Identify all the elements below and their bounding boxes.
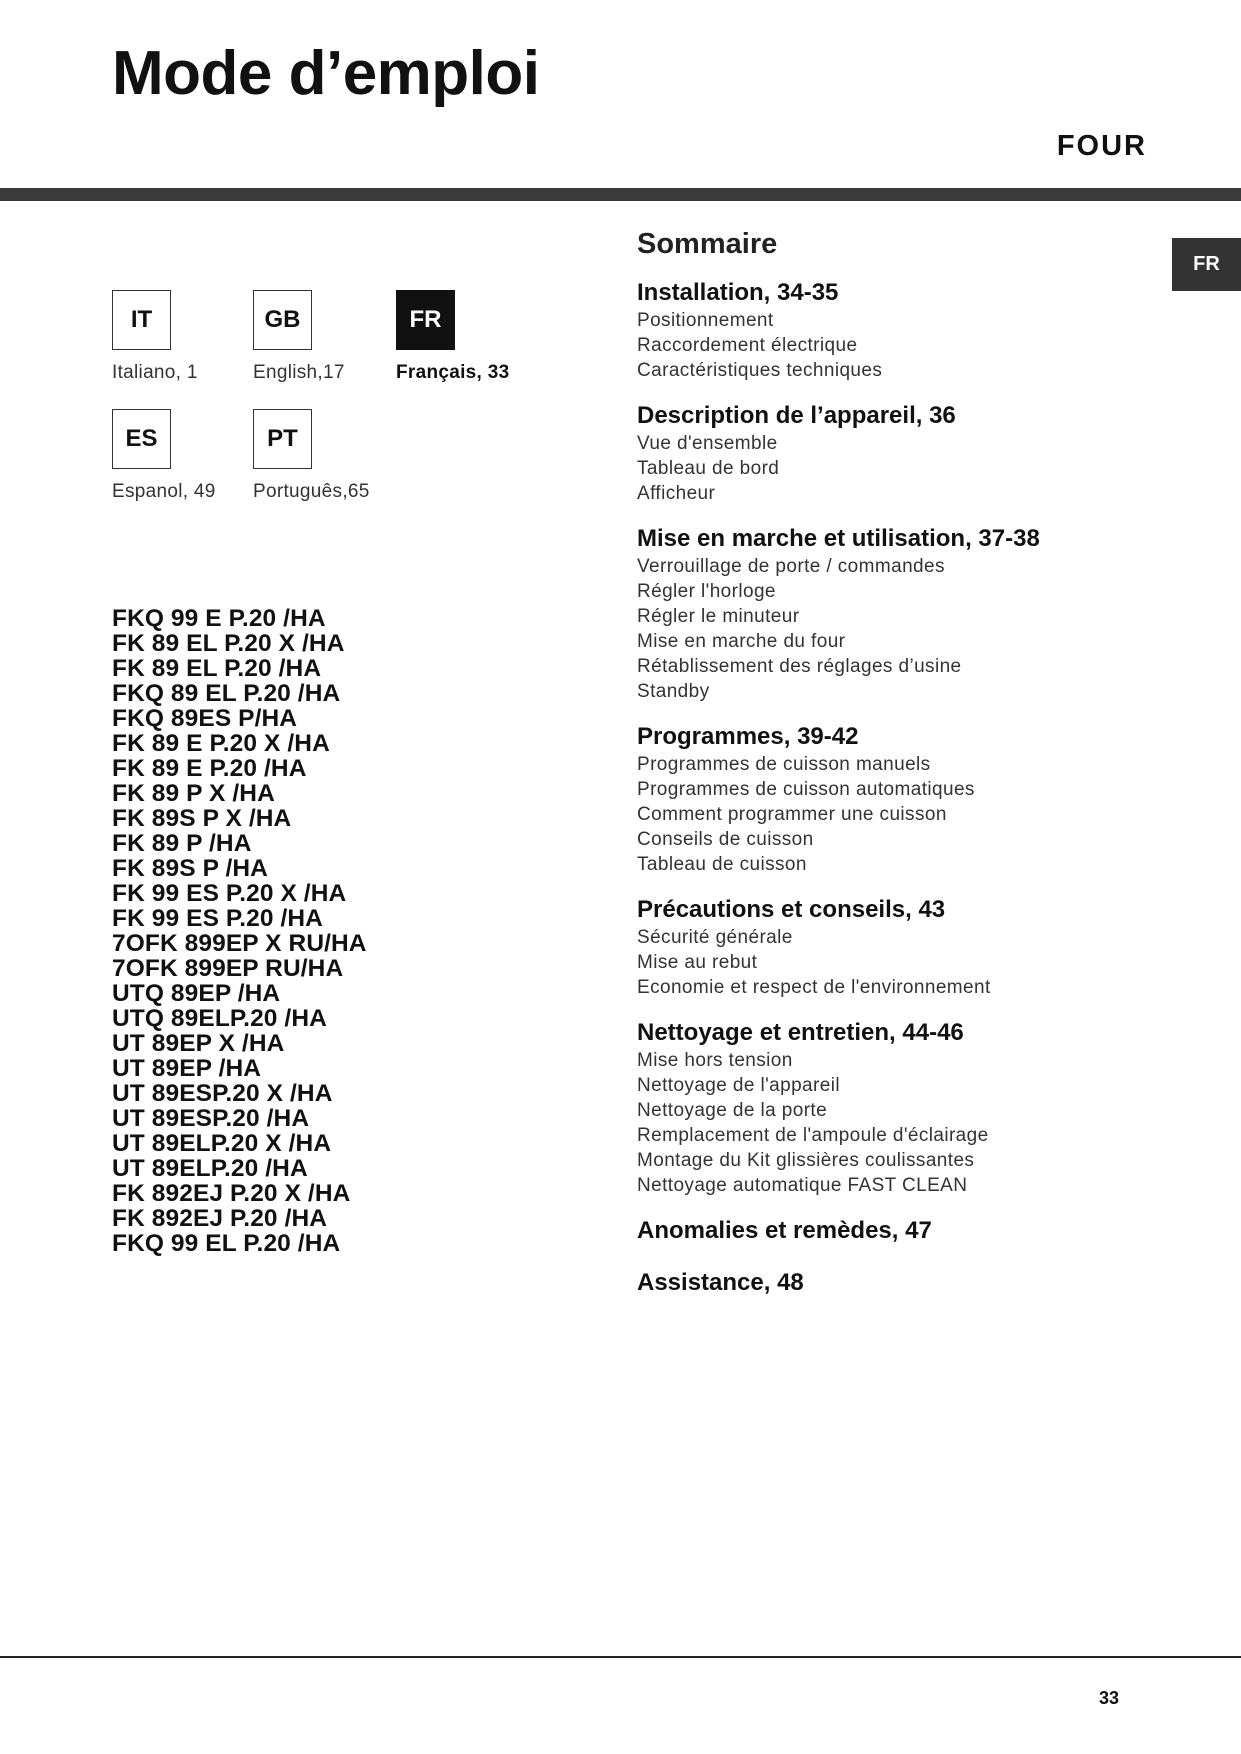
model-item: UTQ 89EP /HA: [112, 980, 281, 1007]
footer-divider: [0, 1656, 1241, 1658]
model-item: FKQ 99 EL P.20 /HA: [112, 1230, 341, 1257]
toc-item[interactable]: Montage du Kit glissières coulissantes: [637, 1150, 975, 1171]
toc-item[interactable]: Mise au rebut: [637, 952, 758, 973]
toc-item[interactable]: Mise en marche du four: [637, 631, 846, 652]
toc-section-installation: [637, 279, 1137, 383]
language-code-box: GB: [253, 290, 312, 350]
model-item: UT 89ELP.20 /HA: [112, 1155, 308, 1182]
language-label: English,17: [253, 362, 345, 383]
model-item: FK 99 ES P.20 /HA: [112, 905, 323, 932]
toc-section-description: [637, 402, 1137, 506]
model-item: FK 892EJ P.20 X /HA: [112, 1180, 351, 1207]
toc-heading[interactable]: Anomalies et remèdes, 47: [637, 1217, 932, 1244]
model-list: [112, 606, 367, 1256]
toc-heading[interactable]: Mise en marche et utilisation, 37-38: [637, 525, 1040, 552]
toc-item[interactable]: Comment programmer une cuisson: [637, 804, 947, 825]
header-divider: [0, 188, 1241, 201]
toc-item[interactable]: Raccordement électrique: [637, 335, 858, 356]
language-fr[interactable]: [396, 290, 509, 384]
toc-item[interactable]: Vue d'ensemble: [637, 433, 778, 454]
toc-item[interactable]: Verrouillage de porte / commandes: [637, 556, 945, 577]
product-category: FOUR: [1056, 130, 1147, 162]
toc-item[interactable]: Sécurité générale: [637, 927, 793, 948]
toc-heading[interactable]: Installation, 34-35: [637, 279, 839, 306]
model-item: FK 89S P X /HA: [112, 805, 292, 832]
toc-item[interactable]: Tableau de cuisson: [637, 854, 807, 875]
model-item: UT 89ESP.20 X /HA: [112, 1080, 333, 1107]
toc-item[interactable]: Programmes de cuisson automatiques: [637, 779, 975, 800]
toc-item[interactable]: Tableau de bord: [637, 458, 780, 479]
toc-heading[interactable]: Programmes, 39-42: [637, 723, 859, 750]
toc-title: Sommaire: [637, 228, 778, 260]
toc-item[interactable]: Standby: [637, 681, 710, 702]
toc-item[interactable]: Programmes de cuisson manuels: [637, 754, 931, 775]
model-item: UT 89ELP.20 X /HA: [112, 1130, 332, 1157]
toc-heading[interactable]: Nettoyage et entretien, 44-46: [637, 1019, 964, 1046]
toc-section-assistance: [637, 1269, 1137, 1297]
page-number: 33: [1098, 1688, 1119, 1708]
toc-item[interactable]: Nettoyage de la porte: [637, 1100, 828, 1121]
toc-section-programmes: [637, 723, 1137, 877]
language-it[interactable]: [112, 290, 198, 384]
model-item: 7OFK 899EP RU/HA: [112, 955, 344, 982]
language-code-box: PT: [253, 409, 312, 469]
model-item: FKQ 89 EL P.20 /HA: [112, 680, 341, 707]
toc-heading[interactable]: Assistance, 48: [637, 1269, 804, 1296]
toc-heading[interactable]: Description de l’appareil, 36: [637, 402, 956, 429]
toc-item[interactable]: Economie et respect de l'environnement: [637, 977, 991, 998]
language-tab-fr: FR: [1172, 238, 1241, 291]
language-code-box: IT: [112, 290, 171, 350]
language-gb[interactable]: [253, 290, 345, 384]
model-item: FKQ 89ES P/HA: [112, 705, 298, 732]
model-item: FK 892EJ P.20 /HA: [112, 1205, 328, 1232]
model-item: UT 89EP /HA: [112, 1055, 262, 1082]
model-item: FK 89 E P.20 X /HA: [112, 730, 330, 757]
language-label: Français, 33: [396, 362, 510, 383]
model-item: 7OFK 899EP X RU/HA: [112, 930, 367, 957]
language-code-box: ES: [112, 409, 171, 469]
language-label: Espanol, 49: [112, 481, 216, 502]
model-item: FK 89 E P.20 /HA: [112, 755, 307, 782]
language-code-box: FR: [396, 290, 455, 350]
toc-section-anomalies: [637, 1217, 1137, 1245]
toc-item[interactable]: Nettoyage de l'appareil: [637, 1075, 840, 1096]
toc-item[interactable]: Caractéristiques techniques: [637, 360, 883, 381]
toc-item[interactable]: Régler l'horloge: [637, 581, 776, 602]
model-item: UT 89EP X /HA: [112, 1030, 285, 1057]
toc-item[interactable]: Conseils de cuisson: [637, 829, 814, 850]
toc-section-mise-en-marche: [637, 525, 1137, 704]
toc-item[interactable]: Afficheur: [637, 483, 716, 504]
table-of-contents: [637, 228, 1137, 1321]
toc-item[interactable]: Mise hors tension: [637, 1050, 793, 1071]
toc-item[interactable]: Rétablissement des réglages d’usine: [637, 656, 962, 677]
model-item: UTQ 89ELP.20 /HA: [112, 1005, 327, 1032]
language-label: Português,65: [253, 481, 370, 502]
toc-item[interactable]: Nettoyage automatique FAST CLEAN: [637, 1175, 968, 1196]
toc-section-nettoyage: [637, 1019, 1137, 1198]
page-title: Mode d’emploi: [112, 39, 540, 108]
model-item: FK 89 P X /HA: [112, 780, 275, 807]
toc-item[interactable]: Remplacement de l'ampoule d'éclairage: [637, 1125, 989, 1146]
model-item: FK 89 P /HA: [112, 830, 252, 857]
model-item: FK 99 ES P.20 X /HA: [112, 880, 347, 907]
language-label: Italiano, 1: [112, 362, 198, 383]
model-item: FKQ 99 E P.20 /HA: [112, 605, 326, 632]
language-pt[interactable]: [253, 409, 370, 503]
toc-item[interactable]: Régler le minuteur: [637, 606, 800, 627]
toc-section-precautions: [637, 896, 1137, 1000]
toc-heading[interactable]: Précautions et conseils, 43: [637, 896, 946, 923]
language-es[interactable]: [112, 409, 216, 503]
model-item: FK 89 EL P.20 /HA: [112, 655, 322, 682]
model-item: FK 89S P /HA: [112, 855, 268, 882]
toc-item[interactable]: Positionnement: [637, 310, 774, 331]
model-item: FK 89 EL P.20 X /HA: [112, 630, 345, 657]
model-item: UT 89ESP.20 /HA: [112, 1105, 310, 1132]
